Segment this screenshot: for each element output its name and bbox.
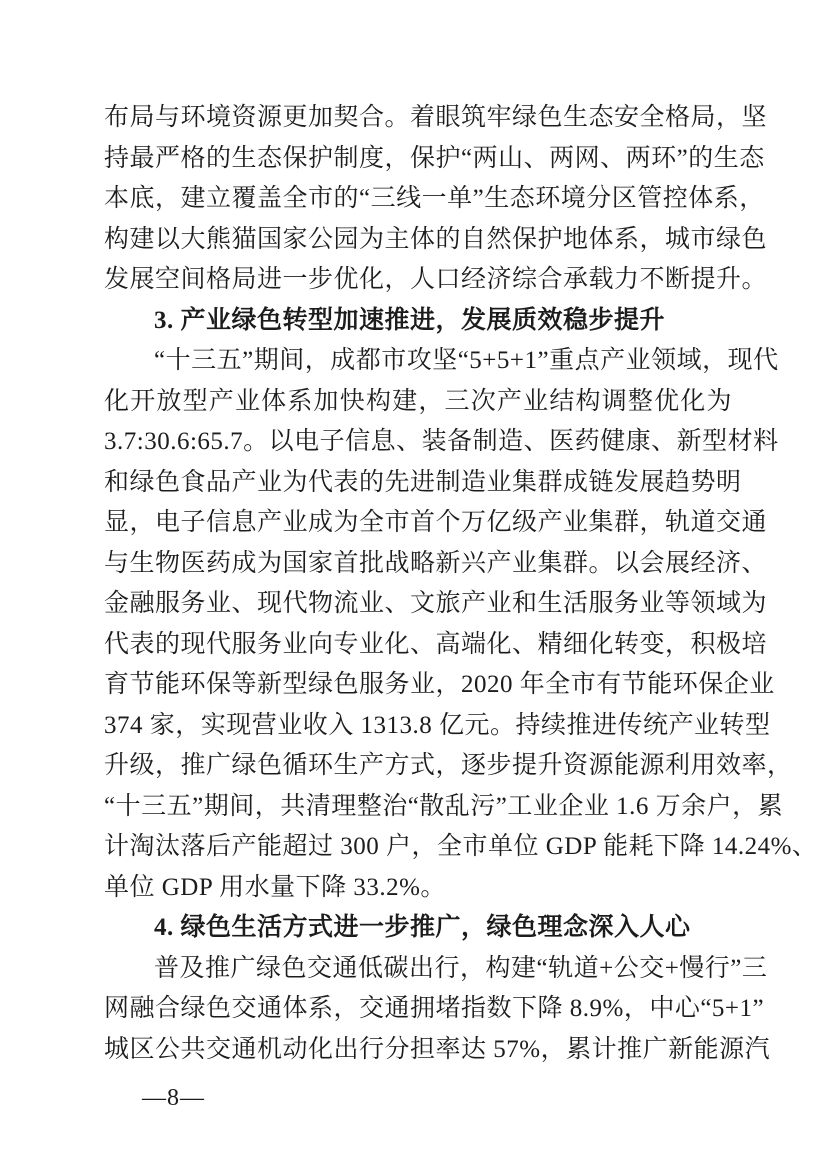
text-line: 构建以大熊猫国家公园为主体的自然保护地体系，城市绿色	[104, 225, 768, 253]
text-line: 与生物医药成为国家首批战略新兴产业集群。以会展经济、	[104, 549, 768, 577]
text-line: 城区公共交通机动化出行分担率达 57%，累计推广新能源汽	[104, 1035, 771, 1063]
text-line: “十三五”期间，共清理整治“散乱污”工业企业 1.6 万余户，累	[104, 792, 784, 820]
text-line: 布局与环境资源更加契合。着眼筑牢绿色生态安全格局，坚	[104, 104, 768, 131]
text-line: 化开放型产业体系加快构建，三次产业结构调整优化为	[104, 387, 732, 415]
text-line: 网融合绿色交通体系，交通拥堵指数下降 8.9%，中心“5+1”	[104, 995, 765, 1022]
page-number: —8—	[142, 1085, 205, 1111]
text-line: 计淘汰落后产能超过 300 户，全市单位 GDP 能耗下降 14.24%、	[104, 833, 818, 860]
section-heading: 3. 产业绿色转型加速推进，发展质效稳步提升	[154, 306, 666, 334]
text-line: 发展空间格局进一步优化，人口经济综合承载力不断提升。	[104, 266, 768, 293]
document-body	[104, 98, 818, 1070]
text-line: 374 家，实现营业收入 1313.8 亿元。持续推进传统产业转型	[104, 711, 771, 739]
text-line: 3.7:30.6:65.7。以电子信息、装备制造、医药健康、新型材料	[104, 428, 779, 455]
text-line: 普及推广绿色交通低碳出行，构建“轨道+公交+慢行”三	[154, 954, 768, 982]
text-line: 显，电子信息产业成为全市首个万亿级产业集群，轨道交通	[104, 509, 768, 536]
text-line: 单位 GDP 用水量下降 33.2%。	[104, 873, 446, 901]
text-line: 金融服务业、现代物流业、文旅产业和生活服务业等领域为	[104, 590, 768, 617]
text-line: 育节能环保等新型绿色服务业，2020 年全市有节能环保企业	[104, 671, 775, 698]
text-line: 代表的现代服务业向专业化、高端化、精细化转变，积极培	[104, 630, 768, 658]
text-line: “十三五”期间，成都市攻坚“5+5+1”重点产业领域，现代	[154, 347, 779, 374]
text-line: 升级，推广绿色循环生产方式，逐步提升资源能源利用效率，	[104, 752, 793, 779]
text-line: 持最严格的生态保护制度，保护“两山、两网、两环”的生态	[104, 144, 765, 172]
text-line: 和绿色食品产业为代表的先进制造业集群成链发展趋势明	[104, 468, 742, 496]
section-heading: 4. 绿色生活方式进一步推广，绿色理念深入人心	[154, 914, 691, 941]
text-line: 本底，建立覆盖全市的“三线一单”生态环境分区管控体系，	[104, 185, 765, 212]
